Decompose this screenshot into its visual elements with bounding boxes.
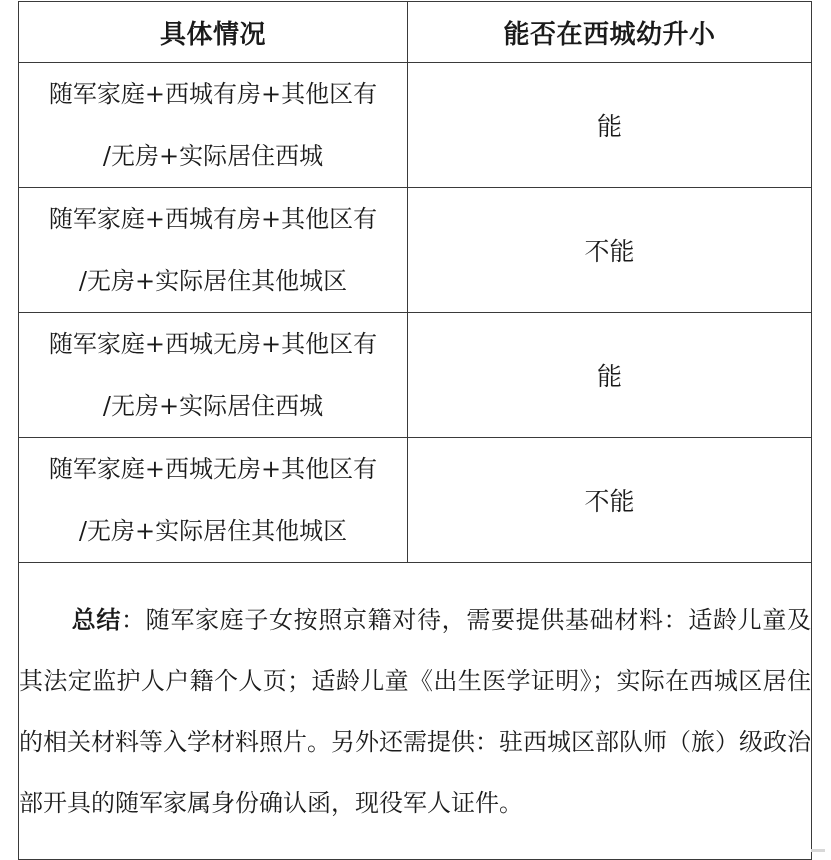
situation-line: 随军家庭+西城有房+其他区有 [48, 80, 378, 108]
situation-line: /无房+实际居住西城 [102, 392, 324, 420]
table-row [19, 63, 812, 188]
situation-cell [19, 438, 408, 563]
situation-line: /无房+实际居住西城 [102, 142, 324, 170]
table-row [19, 188, 812, 313]
situation-cell [19, 188, 408, 313]
summary-row [19, 563, 812, 860]
header-eligibility: 能否在西城幼升小 [408, 2, 812, 63]
situation-cell [19, 63, 408, 188]
summary-text: 随军家庭子女按照京籍对待，需要提供基础材料：适龄儿童及其法定监护人户籍个人页；适龄儿童《出生医学证明》；实际在西城区居住的相关材料等入学材料照片。另外还需提供：驻西城区部队师（旅）级政治部开具的随军家属身份确认函，现役军人证件。 [19, 605, 812, 817]
situation-line: 随军家庭+西城有房+其他区有 [48, 205, 378, 233]
eligibility-cell: 不能 [408, 188, 812, 313]
situation-line: /无房+实际居住其他城区 [78, 267, 348, 295]
table-row [19, 313, 812, 438]
summary-separator: ： [121, 605, 146, 634]
eligibility-cell: 不能 [408, 438, 812, 563]
scan-artifact [811, 849, 825, 852]
summary-cell [19, 563, 812, 860]
eligibility-cell: 能 [408, 63, 812, 188]
table-header-row [19, 2, 812, 63]
situation-line: 随军家庭+西城无房+其他区有 [48, 455, 378, 483]
situation-line: /无房+实际居住其他城区 [78, 517, 348, 545]
situation-cell [19, 313, 408, 438]
summary-label: 总结 [71, 604, 121, 634]
table-row [19, 438, 812, 563]
enrollment-policy-table [18, 1, 812, 860]
eligibility-cell: 能 [408, 313, 812, 438]
situation-line: 随军家庭+西城无房+其他区有 [48, 330, 378, 358]
header-situation: 具体情况 [19, 2, 408, 63]
